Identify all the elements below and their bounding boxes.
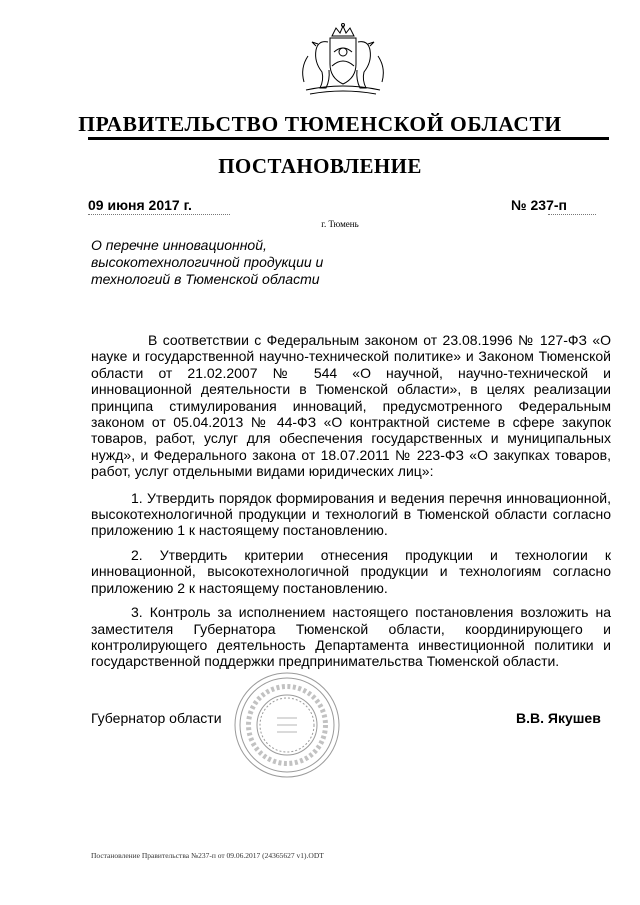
document-city: г. Тюмень bbox=[321, 219, 359, 229]
clause-2: 2. Утвердить критерии отнесения продукции и технологии к инновационной, высокотехнологичной продукции и технологиям согласно приложению 2 к настоящему постановлению. bbox=[91, 546, 611, 596]
government-title: ПРАВИТЕЛЬСТВО ТЮМЕНСКОЙ ОБЛАСТИ bbox=[78, 112, 562, 136]
document-type-heading: ПОСТАНОВЛЕНИЕ bbox=[218, 154, 422, 178]
official-seal-stamp bbox=[232, 670, 342, 780]
date-underline bbox=[88, 214, 230, 215]
signatory-name: В.В. Якушев bbox=[516, 710, 601, 726]
title-divider bbox=[88, 137, 609, 140]
coat-of-arms-emblem bbox=[296, 22, 390, 104]
document-subject: О перечне инновационной, высокотехнологичной продукции и технологий в Тюменской области bbox=[91, 237, 324, 287]
document-body bbox=[91, 332, 611, 678]
number-underline bbox=[548, 214, 596, 215]
preamble-paragraph: В соответствии с Федеральным законом от 23.08.1996 № 127-ФЗ «О науке и государственной научно-технической политике» и Законом Тюменской области от 21.02.2007 № 544 «О научной, научно-технической и инновационной деятельности в Тюменской области», в целях реализации принципа стимулирования инноваций, предусмотренного Федеральным законом от 05.04.2013 № 44-ФЗ «О контрактной системе в сфере закупок товаров, работ, услуг для обеспечения государственных и муниципальных нужд», и Федерального закона от 18.07.2011 № 223-ФЗ «О закупках товаров, работ, услуг отдельными видами юридических лиц»: bbox=[91, 332, 611, 480]
document-date: 09 июня 2017 г. bbox=[88, 197, 192, 213]
clause-1: 1. Утвердить порядок формирования и ведения перечня инновационной, высокотехнологичной продукции и технологий в Тюменской области согласно приложению 1 к настоящему постановлению. bbox=[91, 489, 611, 539]
clause-3: 3. Контроль за исполнением настоящего постановления возложить на заместителя Губернатора Тюменской области, координирующего и контролирующего деятельность Департамента инвестиционной политики и государственной поддержки предпринимательства Тюменской области. bbox=[91, 604, 611, 670]
document-footer: Постановление Правительства №237-п от 09.06.2017 (24365627 v1).ODT bbox=[91, 851, 324, 860]
document-number: № 237-п bbox=[511, 197, 567, 213]
signature-position: Губернатор области bbox=[91, 710, 222, 726]
